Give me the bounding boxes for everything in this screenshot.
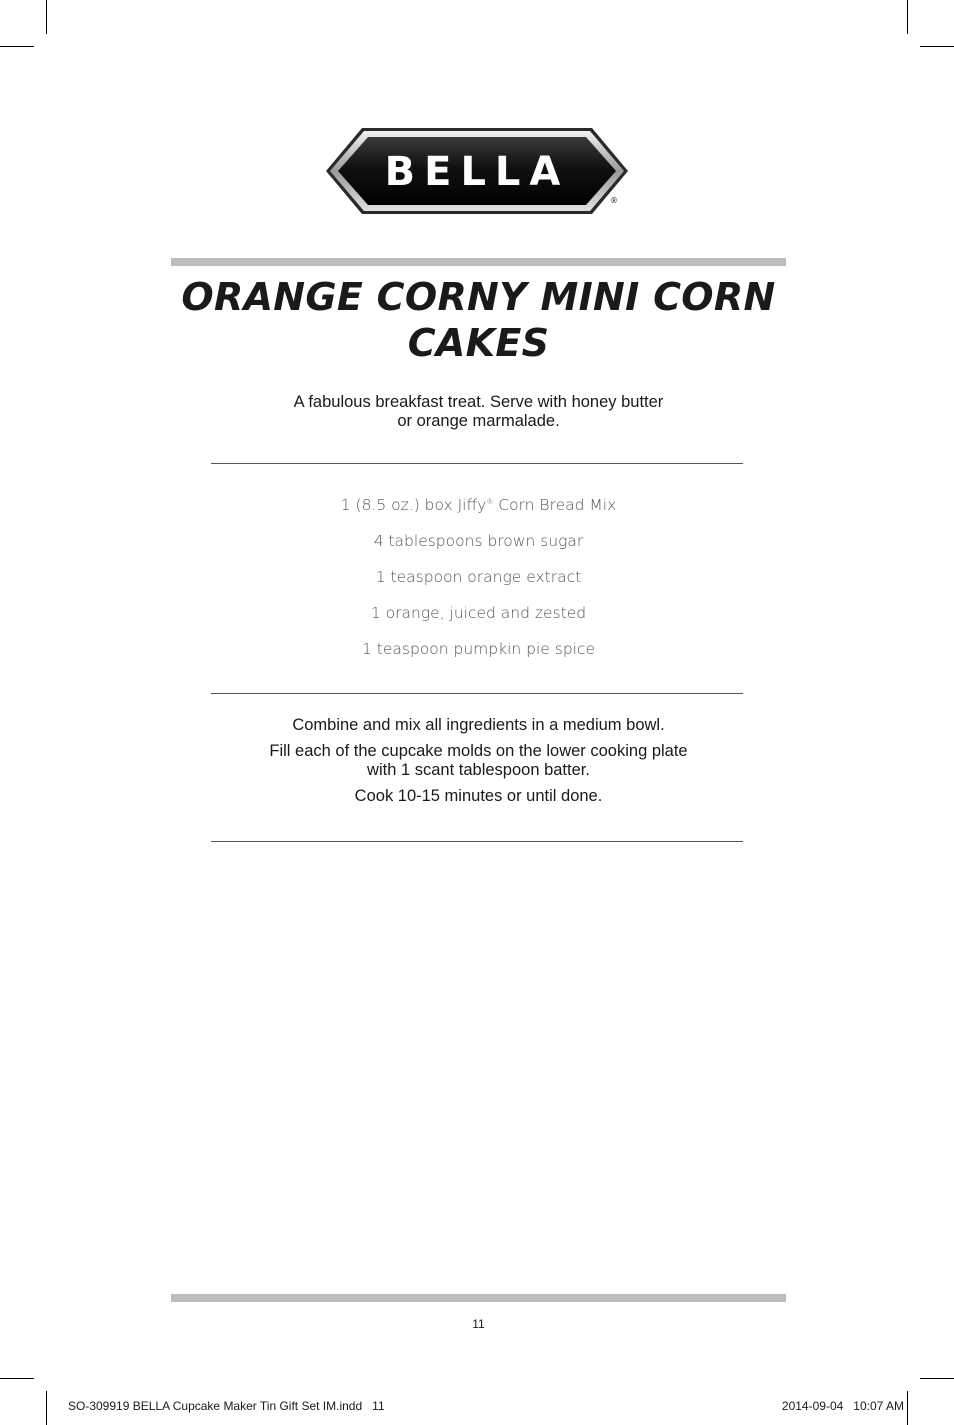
ingredient-item: 1 orange, juiced and zested (370, 604, 587, 622)
crop-mark (0, 1378, 34, 1379)
crop-mark (920, 46, 954, 47)
registered-mark: ® (486, 497, 494, 506)
instruction-step (171, 716, 786, 735)
ingredient-list (171, 494, 786, 674)
ingredient-text: Corn Bread Mix (493, 496, 617, 514)
instruction-line: Fill each of the cupcake molds on the lower cooking plate (269, 742, 688, 760)
recipe-title-line: CAKES (407, 321, 550, 365)
instruction-step (171, 742, 786, 780)
crop-mark (907, 1391, 908, 1425)
crop-mark (907, 0, 908, 34)
recipe-intro (171, 393, 786, 431)
ingredient-item: 1 teaspoon orange extract (375, 568, 582, 586)
logo-wordmark: BELLA (384, 149, 570, 195)
section-rule (211, 463, 743, 464)
instruction-line: with 1 scant tablespoon batter. (367, 761, 590, 779)
ingredient-item: 1 teaspoon pumpkin pie spice (361, 640, 596, 658)
ingredient-item: 4 tablespoons brown sugar (373, 532, 584, 550)
print-slug-filename: SO-309919 BELLA Cupcake Maker Tin Gift Set IM.indd 11 (68, 1399, 385, 1413)
print-slug-timestamp: 2014-09-04 10:07 AM (781, 1399, 904, 1413)
recipe-title (171, 274, 786, 366)
bella-logo (322, 124, 632, 218)
instruction-line: Cook 10-15 minutes or until done. (354, 787, 603, 805)
section-rule (211, 841, 743, 842)
top-divider-bar (171, 258, 786, 266)
crop-mark (46, 0, 47, 34)
intro-line: A fabulous breakfast treat. Serve with honey butter (293, 393, 664, 411)
instructions (171, 716, 786, 813)
crop-mark (0, 46, 34, 47)
intro-line: or orange marmalade. (397, 412, 560, 430)
instruction-line: Combine and mix all ingredients in a medium bowl. (292, 716, 665, 734)
instruction-step (171, 787, 786, 806)
section-rule (211, 693, 743, 694)
registered-mark: ® (610, 196, 618, 205)
ingredient-text: 1 (8.5 oz.) box Jiffy (340, 496, 487, 514)
ingredient-item (171, 494, 786, 530)
recipe-title-line: ORANGE CORNY MINI CORN (181, 275, 776, 319)
page-number: 11 (472, 1317, 485, 1331)
crop-mark (920, 1378, 954, 1379)
crop-mark (46, 1391, 47, 1425)
bottom-divider-bar (171, 1294, 786, 1302)
